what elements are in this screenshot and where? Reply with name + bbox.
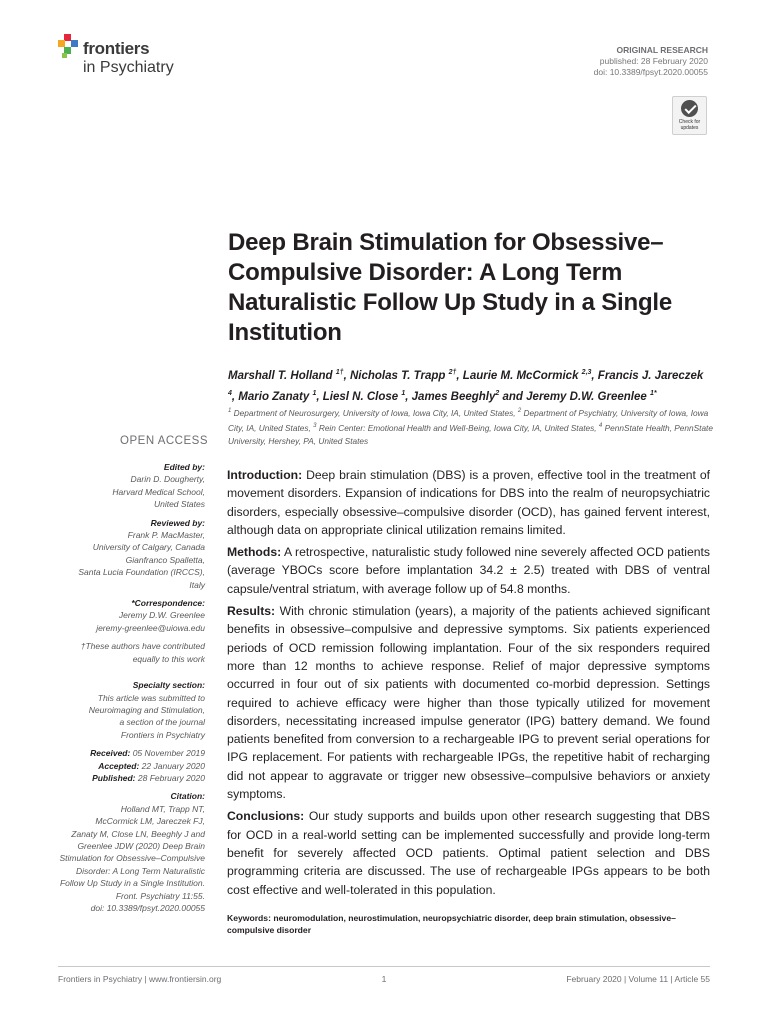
- affiliation-text: Department of Neurosurgery, University of Iowa, Iowa City, IA, United States,: [233, 407, 516, 418]
- citation-line: Holland MT, Trapp NT,: [120, 803, 205, 814]
- received-date: [40, 747, 205, 759]
- abstract-text: With chronic stimulation (years), a majority of the patients achieved significant benefits in obsessive–compulsive and depressive symptoms. Six patients experienced periods of OCD remission following implantation. Four of the six responders required more than 12 months to achieve response. Relief of major depressive symptoms occurred in four out of six patients with documented co-morbid depression. Settings required to achieve efficacy were higher than those typically utilized for movement disorders, necessitating increased impulse generator (IPG) battery demand. We found patients benefited from conversion to a rechargeable IPG to prevent serial operations for IPG replacement. For patients with rechargeable IPGs, the repetitive habit of recharging did not appear to aggravate or trigger new obsessive–compulsive behaviors or anxiety symptoms.: [227, 604, 710, 802]
- abstract-paragraph: [227, 807, 710, 898]
- abstract-paragraph: [227, 466, 710, 539]
- reviewer-line[interactable]: Frank P. MacMaster,: [127, 530, 205, 541]
- logo-journal: in Psychiatry: [83, 59, 174, 76]
- keywords: Keywords: neuromodulation, neurostimulation, neuropsychiatric disorder, deep brain stimulation, obsessive–compulsive disorder: [227, 913, 676, 935]
- published-label: Published:: [92, 772, 136, 783]
- affiliation-text: PennState Health, PennState University, Hershey, PA, United States: [228, 422, 713, 446]
- citation-line: Front. Psychiatry 11:55.: [115, 890, 205, 901]
- affiliation-number: 1: [228, 408, 232, 414]
- reviewer-line: Italy: [189, 579, 205, 590]
- affiliation-number: 3: [313, 422, 317, 429]
- published-date-sidebar: [40, 772, 205, 784]
- author-affiliation-ref: 2†: [448, 369, 457, 376]
- page-footer: [58, 974, 710, 988]
- author-affiliation-ref: 2: [495, 389, 500, 397]
- accepted-label: Accepted:: [98, 760, 140, 771]
- citation-block: [40, 790, 205, 914]
- abstract-text: Deep brain stimulation (DBS) is a proven, effective tool in the treatment of movement disorders. Expansion of indications for DBS into the realm of neuropsychiatric disorders, especially obsessive–compulsive disorder (OCD), has gained fervent interest, although data on appropriate clinical utilization remains limited.: [227, 468, 711, 537]
- abstract-heading: Introduction:: [227, 468, 303, 482]
- reviewer-line: Santa Lucia Foundation (IRCCS),: [78, 567, 205, 578]
- citation-line: Disorder: A Long Term Naturalistic: [76, 865, 205, 876]
- contribution-note: [40, 640, 205, 665]
- accepted-date: [40, 760, 205, 772]
- author-name[interactable]: Laurie M. McCormick: [462, 369, 579, 382]
- footer-journal-link[interactable]: Frontiers in Psychiatry | www.frontiersin.org: [58, 974, 222, 984]
- dates-block: [40, 747, 205, 784]
- citation-line: Follow Up Study in a Single Institution.: [59, 878, 205, 889]
- author-affiliation-ref: 1: [401, 389, 406, 397]
- author-affiliation-ref: 1†: [335, 369, 344, 376]
- correspondence-label: *Correspondence:: [131, 598, 205, 609]
- article-doi[interactable]: doi: 10.3389/fpsyt.2020.00055: [593, 67, 708, 77]
- check-for-updates-button[interactable]: [672, 96, 707, 135]
- article-sidebar: [40, 461, 205, 920]
- journal-logo[interactable]: [58, 34, 198, 82]
- reviewed-by-label: Reviewed by:: [150, 517, 205, 528]
- contrib-note-line: †These authors have contributed: [80, 641, 205, 652]
- open-access-label: OPEN ACCESS: [120, 435, 208, 447]
- received-value: 05 November 2019: [132, 748, 205, 759]
- check-updates-label: Check for updates: [678, 119, 701, 131]
- correspondence-name: Jeremy D.W. Greenlee: [118, 610, 205, 621]
- received-label: Received:: [90, 748, 131, 759]
- specialty-label: Specialty section:: [132, 680, 205, 691]
- editor-line: United States: [153, 499, 205, 510]
- citation-line: Stimulation for Obsessive–Compulsive: [59, 853, 205, 864]
- citation-line: Greenlee JDW (2020) Deep Brain: [77, 840, 205, 851]
- specialty-line: Frontiers in Psychiatry: [120, 729, 205, 740]
- abstract-heading: Results:: [227, 604, 276, 619]
- article-meta: [594, 45, 708, 78]
- specialty-block: [40, 679, 205, 741]
- article-type: ORIGINAL RESEARCH: [616, 45, 708, 55]
- specialty-line: a section of the journal: [119, 717, 205, 728]
- footer-divider: [58, 966, 710, 967]
- affiliation-number: 4: [598, 422, 603, 429]
- page-number: 1: [381, 974, 387, 984]
- affiliation-text: Department of Psychiatry, University of Iowa, Iowa City, IA, United States,: [228, 407, 709, 433]
- abstract-paragraph: [227, 602, 710, 803]
- abstract-heading: Methods:: [227, 545, 282, 560]
- author-affiliation-ref: 1: [312, 389, 317, 397]
- affiliation-text: Rein Center: Emotional Health and Well-Being, Iowa City, IA, United States,: [318, 422, 597, 433]
- citation-doi[interactable]: doi: 10.3389/fpsyt.2020.00055: [90, 903, 205, 913]
- reviewer-line[interactable]: Gianfranco Spalletta,: [125, 554, 205, 565]
- abstract: [227, 466, 710, 903]
- author-name[interactable]: Jeremy D.W. Greenlee: [526, 390, 647, 403]
- abstract-text: Our study supports and builds upon other research suggesting that DBS for OCD in a real-world setting can be implemented successfully and provide long-term benefit for severely affected OCD patients. Optimal patient selection and DBS programming criteria are discussed. The use of rechargeable IPGs appears to be both cost effective and well-tolerated in this population.: [227, 809, 710, 897]
- reviewer-line: University of Calgary, Canada: [92, 542, 205, 553]
- citation-line: Zanaty M, Close LN, Beeghly J and: [71, 828, 205, 839]
- abstract-heading: Conclusions:: [227, 809, 305, 824]
- editor-line: Harvard Medical School,: [112, 486, 205, 497]
- footer-issue-info: February 2020 | Volume 11 | Article 55: [566, 974, 710, 984]
- affiliations: [228, 405, 713, 448]
- author-name[interactable]: Mario Zanaty: [238, 390, 310, 403]
- correspondence-block: [40, 597, 205, 634]
- edited-by-label: Edited by:: [163, 462, 205, 472]
- contrib-note-line: equally to this work: [132, 653, 205, 664]
- accepted-value: 22 January 2020: [141, 760, 205, 771]
- affiliation-number: 2: [517, 408, 522, 414]
- author-name[interactable]: Francis J. Jareczek: [597, 369, 704, 382]
- specialty-line: This article was submitted to: [97, 692, 205, 703]
- editor-line[interactable]: Darin D. Dougherty,: [130, 474, 205, 485]
- author-affiliation-ref: 1*: [649, 389, 657, 397]
- article-title: Deep Brain Stimulation for Obsessive–Compulsive Disorder: A Long Term Naturalistic Follow Up Study in a Single Institution: [228, 229, 673, 346]
- author-name[interactable]: James Beeghly: [411, 390, 496, 403]
- correspondence-email[interactable]: jeremy-greenlee@uiowa.edu: [96, 622, 205, 633]
- check-updates-icon: [681, 100, 698, 117]
- published-value: 28 February 2020: [137, 772, 205, 783]
- author-affiliation-ref: 2,3: [581, 369, 592, 376]
- author-affiliation-ref: 4: [228, 389, 232, 397]
- author-name[interactable]: Liesl N. Close: [322, 390, 399, 403]
- author-name[interactable]: Marshall T. Holland: [228, 369, 333, 382]
- reviewed-by-block: [40, 517, 205, 591]
- frontiers-logo-icon: [58, 34, 82, 60]
- published-date: published: 28 February 2020: [599, 56, 708, 66]
- citation-line: McCormick LM, Jareczek FJ,: [95, 816, 205, 827]
- abstract-paragraph: [227, 543, 710, 598]
- author-name[interactable]: Nicholas T. Trapp: [349, 369, 446, 382]
- edited-by-block: [40, 461, 205, 511]
- author-list: Marshall T. Holland $^{1\dagger}$, Nicholas T. Trapp $^{2\dagger}$, Laurie M. McCormick $^{2,3}$, Francis J. Jareczek $^4$, Mario Zanaty $^1$, Liesl N. Close $^1$, James Beeghly$^2$ and Jeremy D.W. Greenlee $^{1*}$: [228, 369, 704, 403]
- abstract-text: A retrospective, naturalistic study followed nine severely affected OCD patients (average YBOCs score before implantation 34.2 ± 2.5) treated with DBS of ventral capsule/ventral striatum, with average follow up of 54.8 months.: [227, 545, 710, 596]
- specialty-line: Neuroimaging and Stimulation,: [88, 704, 205, 715]
- citation-label: Citation:: [170, 791, 205, 802]
- logo-name: frontiers: [83, 39, 150, 58]
